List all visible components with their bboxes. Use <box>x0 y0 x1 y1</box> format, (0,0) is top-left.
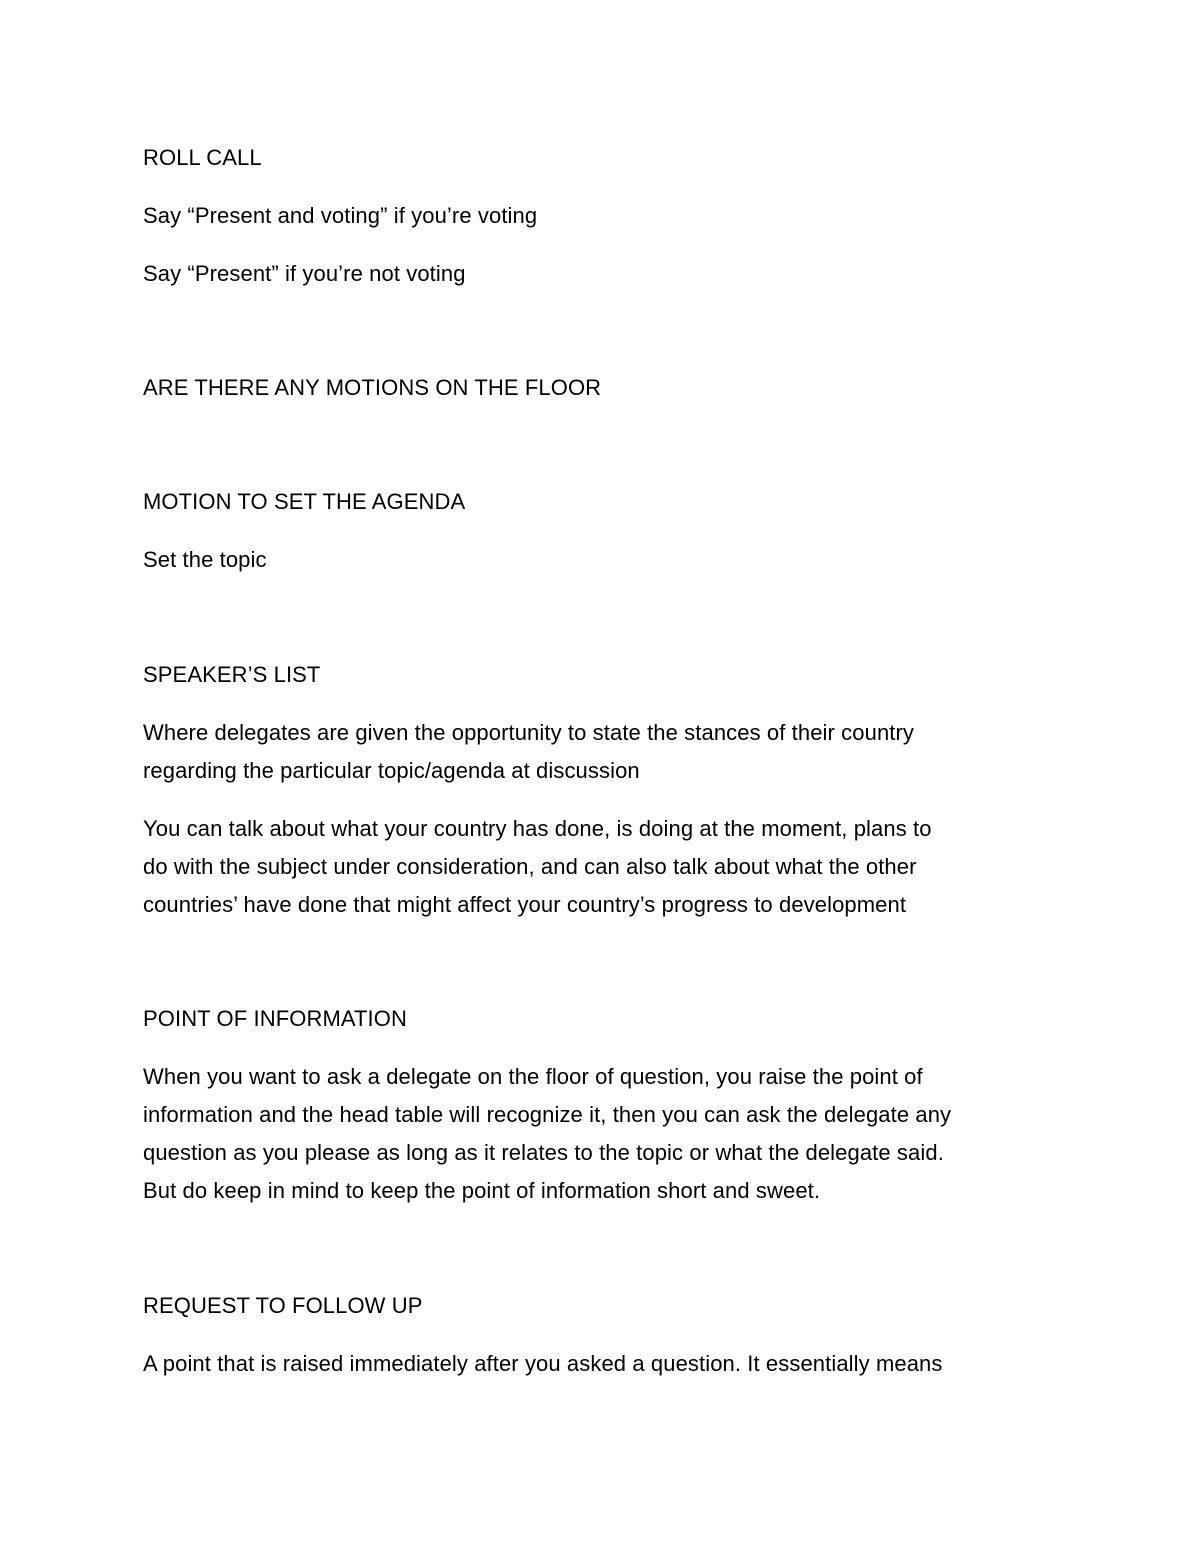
speakers-list-line-5: countries’ have done that might affect your country’s progress to development <box>143 892 907 917</box>
speakers-list-line-1: Where delegates are given the opportunity to state the stances of their country <box>143 720 915 745</box>
point-of-information-heading: POINT OF INFORMATION <box>143 1006 407 1031</box>
speakers-list-line-2: regarding the particular topic/agenda at discussion <box>143 758 640 783</box>
speakers-list-heading: SPEAKER’S LIST <box>143 662 321 687</box>
motions-on-floor-heading: ARE THERE ANY MOTIONS ON THE FLOOR <box>143 375 602 400</box>
point-of-information-line-2: information and the head table will recognize it, then you can ask the delegate any <box>143 1102 952 1127</box>
roll-call-line-1: Say “Present and voting” if you’re voting <box>143 203 538 228</box>
request-follow-up-line-1: A point that is raised immediately after you asked a question. It essentially means <box>143 1351 943 1376</box>
point-of-information-line-4: But do keep in mind to keep the point of information short and sweet. <box>143 1178 821 1203</box>
request-follow-up-heading: REQUEST TO FOLLOW UP <box>143 1293 423 1318</box>
set-agenda-heading: MOTION TO SET THE AGENDA <box>143 489 466 514</box>
roll-call-line-2: Say “Present” if you’re not voting <box>143 261 466 286</box>
set-agenda-line-1: Set the topic <box>143 547 267 572</box>
speakers-list-line-3: You can talk about what your country has done, is doing at the moment, plans to <box>143 816 932 841</box>
speakers-list-line-4: do with the subject under consideration, and can also talk about what the other <box>143 854 917 879</box>
roll-call-heading: ROLL CALL <box>143 145 262 170</box>
point-of-information-line-1: When you want to ask a delegate on the floor of question, you raise the point of <box>143 1064 923 1089</box>
point-of-information-line-3: question as you please as long as it relates to the topic or what the delegate said. <box>143 1140 944 1165</box>
